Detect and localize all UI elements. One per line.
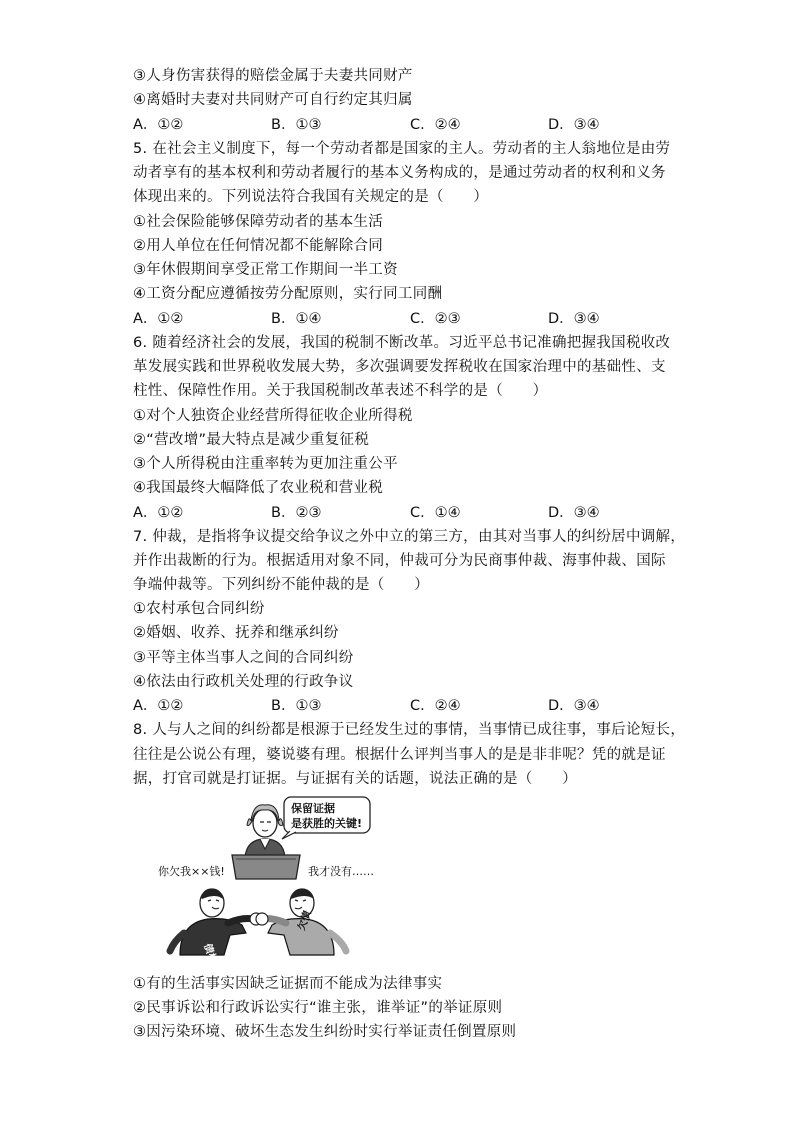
q6-stem-line-3: 柱性、保障性作用。关于我国税制改革表述不科学的是（ ） (133, 383, 548, 399)
q8-stem-line-2: 往往是公说公有理，婆说婆有理。根据什么评判当事人的是是非非呢？凭的就是证 (133, 747, 666, 763)
q4-option-a: A．①② (133, 117, 184, 133)
q8-stem-line-3: 据，打官司就是打证据。与证据有关的话题，说法正确的是（ ） (133, 771, 577, 787)
q8-item-1: ①有的生活事实因缺乏证据而不能成为法律事实 (133, 976, 443, 992)
right-speech-text: 我才没有…… (308, 865, 374, 878)
q6-stem-line-2: 革发展实践和世界税收发展大势，多次强调要发挥税收在国家治理中的基础性、支 (133, 359, 666, 375)
bubble-text-line-1: 保留证据 (291, 802, 335, 815)
q8-item-2: ②民事诉讼和行政诉讼实行“谁主张，谁举证”的举证原则 (133, 1000, 503, 1016)
judge-bench (232, 855, 300, 879)
q7-option-d: D．③④ (548, 698, 600, 714)
q6-stem-line-1: 6. 随着经济社会的发展，我国的税制不断改革。习近平总书记准确把握我国税收改 (133, 335, 671, 351)
q7-option-b: B．①③ (271, 698, 322, 714)
q8-stem-line-1: 8. 人与人之间的纠纷都是根源于已经发生过的事情，当事情已成往事，事后论短长， (133, 722, 686, 738)
q7-item-2: ②婚姻、收养、抚养和继承纠纷 (133, 625, 339, 641)
q5-option-c: C．②③ (410, 311, 461, 327)
judge-figure (245, 805, 285, 857)
q4-option-c: C．②④ (410, 117, 461, 133)
evidence-cartoon (150, 795, 395, 965)
q4-option-b: B．①③ (271, 117, 322, 133)
q6-option-a: A．①② (133, 505, 184, 521)
q7-stem-line-2: 并作出裁断的行为。根据适用对象不同，仲裁可分为民商事仲裁、海事仲裁、国际 (133, 553, 666, 569)
q5-item-1: ①社会保险能够保障劳动者的基本生活 (133, 214, 384, 230)
q7-item-1: ①农村承包合同纠纷 (133, 601, 265, 617)
q5-options (133, 309, 613, 329)
q4-options (133, 115, 613, 135)
q7-option-a: A．①② (133, 698, 184, 714)
q4-item-3: ③人身伤害获得的赔偿金属于夫妻共同财产 (133, 68, 413, 84)
q5-option-a: A．①② (133, 311, 184, 327)
creditor-figure (170, 889, 254, 965)
q7-option-c: C．②④ (410, 698, 461, 714)
q4-item-4: ④离婚时夫妻对共同财产可自行约定其归属 (133, 92, 413, 108)
q8-item-3: ③因污染环境、破坏生态发生纠纷时实行举证责任倒置原则 (133, 1024, 517, 1040)
q5-option-b: B．①④ (271, 311, 322, 327)
q5-stem-line-1: 5. 在社会主义制度下，每一个劳动者都是国家的主人。劳动者的主人翁地位是由劳 (133, 141, 671, 157)
q7-item-4: ④依法由行政机关处理的行政争议 (133, 674, 354, 690)
debtor-label: 欠债 (296, 909, 314, 933)
q6-item-2: ②“营改增”最大特点是减少重复征税 (133, 432, 370, 448)
q6-option-c: C．①④ (410, 505, 461, 521)
q6-item-1: ①对个人独资企业经营所得征收企业所得税 (133, 408, 413, 424)
q7-stem-line-1: 7. 仲裁，是指将争议提交给争议之外中立的第三方，由其对当事人的纠纷居中调解， (133, 529, 686, 545)
judge-speech-bubble (282, 797, 370, 839)
q7-item-3: ③平等主体当事人之间的合同纠纷 (133, 650, 354, 666)
q4-option-d: D．③④ (548, 117, 600, 133)
q6-item-3: ③个人所得税由注重率转为更加注重公平 (133, 456, 398, 472)
q6-item-4: ④我国最终大幅降低了农业税和营业税 (133, 480, 384, 496)
q6-option-b: B．②③ (271, 505, 322, 521)
q6-options (133, 503, 613, 523)
q5-stem-line-2: 动者享有的基本权利和劳动者履行的基本义务构成的，是通过劳动者的权利和义务 (133, 165, 666, 181)
q5-item-3: ③年休假期间享受正常工作期间一半工资 (133, 262, 398, 278)
q5-stem-line-3: 体现出来的。下列说法符合我国有关规定的是（ ） (133, 189, 489, 205)
bubble-text-line-2: 是获胜的关键! (291, 817, 363, 830)
left-speech-text: 你欠我××钱! (158, 865, 225, 878)
q5-option-d: D．③④ (548, 311, 600, 327)
creditor-label: 债权 (201, 942, 219, 965)
q7-options (133, 696, 613, 716)
q7-stem-line-3: 争端仲裁等。下列纠纷不能仲裁的是（ ） (133, 577, 429, 593)
debtor-figure (260, 889, 346, 955)
q6-option-d: D．③④ (548, 505, 600, 521)
q5-item-4: ④工资分配应遵循按劳分配原则，实行同工同酬 (133, 286, 443, 302)
q5-item-2: ②用人单位在任何情况都不能解除合同 (133, 238, 384, 254)
right-fist (256, 913, 268, 925)
